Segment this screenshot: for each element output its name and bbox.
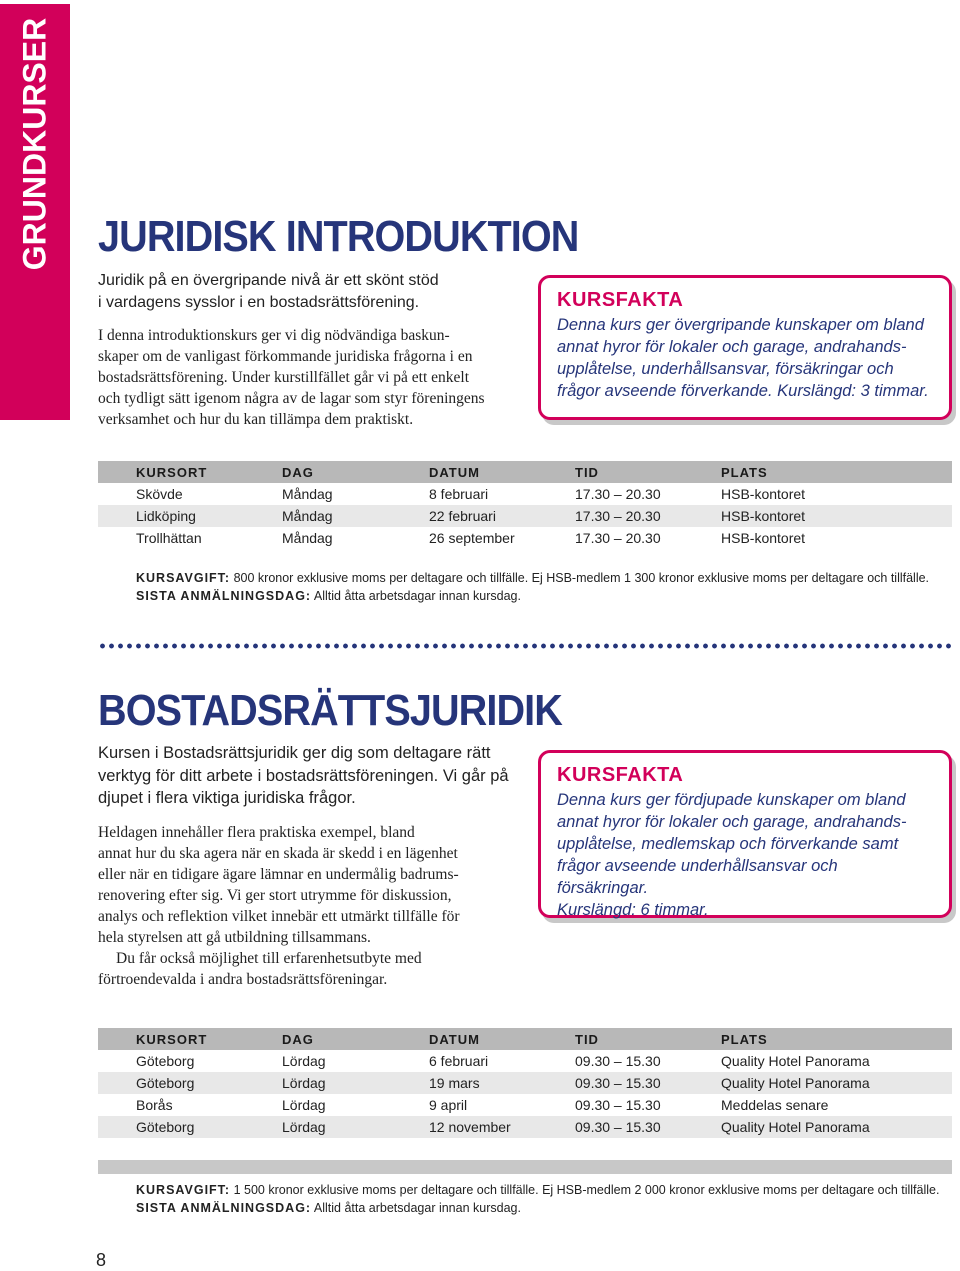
table-cell: Måndag [282,508,333,524]
table-cell: Lidköping [136,508,196,524]
course2-facts-line: frågor avseende underhållsansvar och försäkringar. [557,857,838,897]
table-cell: Meddelas senare [721,1097,829,1113]
table-cell: Trollhättan [136,530,202,546]
deadline-text: Alltid åtta arbetsdagar innan kursdag. [311,589,521,603]
table-cell: HSB-kontoret [721,508,806,524]
section-tab-label: GRUNDKURSER [16,17,53,271]
deadline-label: SISTA ANMÄLNINGSDAG: [136,589,312,603]
table-cell: Göteborg [136,1119,195,1135]
course2-lead-line: Kursen i Bostadsrättsjuridik ger dig som deltagare rätt [98,744,491,762]
column-header: DAG [282,1031,314,1047]
course1-body-line: I denna introduktionskurs ger vi dig nödvändiga baskun- [98,327,450,344]
table-row [98,527,952,549]
table-cell: Måndag [282,530,333,546]
table-cell: 22 februari [429,508,496,524]
table-cell: 17.30 – 20.30 [575,508,661,524]
table-cell: HSB-kontoret [721,530,806,546]
table-cell: 26 september [429,530,515,546]
table-cell: Göteborg [136,1053,195,1069]
course2-facts-text [557,789,933,921]
course1-fee-info [136,569,929,605]
fee-text: 1 500 kronor exklusive moms per deltagare och tillfälle. Ej HSB-medlem 2 000 kronor exklusive moms per deltagare och tillfälle. [230,1183,940,1197]
table-cell: 9 april [429,1097,468,1113]
table-cell: Lördag [282,1119,326,1135]
table-cell: Lördag [282,1053,326,1069]
table-cell: Quality Hotel Panorama [721,1053,870,1069]
course1-body [98,325,538,430]
course2-facts-box [538,750,952,918]
table-cell: 8 februari [429,486,489,502]
table-row [98,1116,952,1138]
course1-facts-text [557,314,933,402]
deadline-text: Alltid åtta arbetsdagar innan kursdag. [311,1201,521,1215]
table-cell: 09.30 – 15.30 [575,1119,661,1135]
course2-schedule-table [98,1028,952,1138]
table-cell: HSB-kontoret [721,486,806,502]
fee-label: KURSAVGIFT: [136,571,231,585]
course1-schedule-table [98,461,952,549]
column-header: KURSORT [136,464,208,480]
course2-body-line: förtroendevalda i andra bostadsrättsföreningar. [98,971,388,988]
course2-lead [98,742,528,810]
table-cell: 09.30 – 15.30 [575,1075,661,1091]
course1-lead [98,270,518,314]
course1-facts-line: frågor avseende förverkande. Kurslängd: 3 timmar. [557,382,929,400]
table-cell: 09.30 – 15.30 [575,1097,661,1113]
table-row [98,483,952,505]
column-header: PLATS [721,464,768,480]
table-row [98,1094,952,1116]
column-header: DATUM [429,1031,480,1047]
dotted-divider [98,643,952,649]
course1-body-line: bostadsrättsförening. Under kurstillfället går vi på ett enkelt [98,369,470,386]
table-row [98,1072,952,1094]
table-cell: Borås [136,1097,173,1113]
course1-facts-title: KURSFAKTA [557,289,684,311]
course2-body-line: Heldagen innehåller flera praktiska exempel, bland [98,824,415,841]
course1-facts-line: annat hyror för lokaler och garage, andrahands- [557,338,907,356]
table-row [98,505,952,527]
course2-facts-line: upplåtelse, medlemskap och förverkande samt [557,835,899,853]
table-row [98,1050,952,1072]
page-number: 8 [96,1250,107,1270]
deadline-label: SISTA ANMÄLNINGSDAG: [136,1201,312,1215]
grey-divider [98,1160,952,1174]
course1-body-line: skaper om de vanligast förkommande juridiska frågorna i en [98,348,473,365]
course2-fee-info [136,1181,939,1217]
table-cell: Göteborg [136,1075,195,1091]
course2-lead-line: verktyg för ditt arbete i bostadsrättsföreningen. Vi går på [98,766,509,785]
table-cell: Skövde [136,486,183,502]
table-cell: 09.30 – 15.30 [575,1053,661,1069]
course2-body-line: Du får också möjlighet till erfarenhetsutbyte med [116,950,422,967]
table-cell: 17.30 – 20.30 [575,486,661,502]
fee-label: KURSAVGIFT: [136,1183,231,1197]
table-cell: Måndag [282,486,333,502]
course2-body-line: hela styrelsen att gå utbildning tillsammans. [98,929,371,946]
section-tab [0,4,70,420]
course1-facts-box [538,275,952,420]
table-cell: Quality Hotel Panorama [721,1075,870,1091]
course2-facts-title: KURSFAKTA [557,764,684,786]
course2-facts-line: Kurslängd: 6 timmar. [557,901,709,919]
table-cell: Lördag [282,1097,326,1113]
column-header: PLATS [721,1031,768,1047]
column-header: DAG [282,464,314,480]
course2-body-line: eller när en tidigare ägare lämnar en undermålig badrums- [98,866,459,883]
course1-lead-line: Juridik på en övergripande nivå är ett skönt stöd [98,272,439,289]
course1-lead-line: i vardagens sysslor i en bostadsrättsförening. [98,294,420,311]
course1-facts-line: upplåtelse, underhållsansvar, försäkringar och [557,360,894,378]
column-header: TID [575,1031,599,1047]
column-header: KURSORT [136,1031,208,1047]
table-cell: 19 mars [429,1075,480,1091]
table-cell: Lördag [282,1075,326,1091]
course2-title: BOSTADSRÄTTSJURIDIK [98,686,562,735]
table-cell: 12 november [429,1119,511,1135]
course2-body-line: annat hur du ska agera när en skada är skedd i en lägenhet [98,845,458,862]
table-header-row [98,1028,952,1050]
column-header: DATUM [429,464,480,480]
course1-body-line: verksamhet och hur du kan tillämpa dem praktiskt. [98,411,414,428]
table-cell: 17.30 – 20.30 [575,530,661,546]
table-cell: 6 februari [429,1053,489,1069]
course2-facts-line: annat hyror för lokaler och garage, andrahands- [557,813,907,831]
course1-facts-line: Denna kurs ger övergripande kunskaper om bland [557,316,924,334]
course2-body [98,822,538,990]
fee-text: 800 kronor exklusive moms per deltagare och tillfälle. Ej HSB-medlem 1 300 kronor exklusive moms per deltagare och tillfälle. [230,571,930,585]
course2-facts-line: Denna kurs ger fördjupade kunskaper om bland [557,791,906,809]
course1-body-line: och tydligt sätt igenom några av de lagar som styr föreningens [98,390,485,407]
course1-title: JURIDISK INTRODUKTION [98,212,579,261]
column-header: TID [575,464,599,480]
course2-lead-line: djupet i flera viktiga juridiska frågor. [98,789,356,807]
course2-body-line: analys och reflektion vilket innebär ett utmärkt tillfälle för [98,908,460,925]
table-cell: Quality Hotel Panorama [721,1119,870,1135]
table-header-row [98,461,952,483]
course2-body-line: renovering efter sig. Vi ger stort utrymme för diskussion, [98,887,452,904]
